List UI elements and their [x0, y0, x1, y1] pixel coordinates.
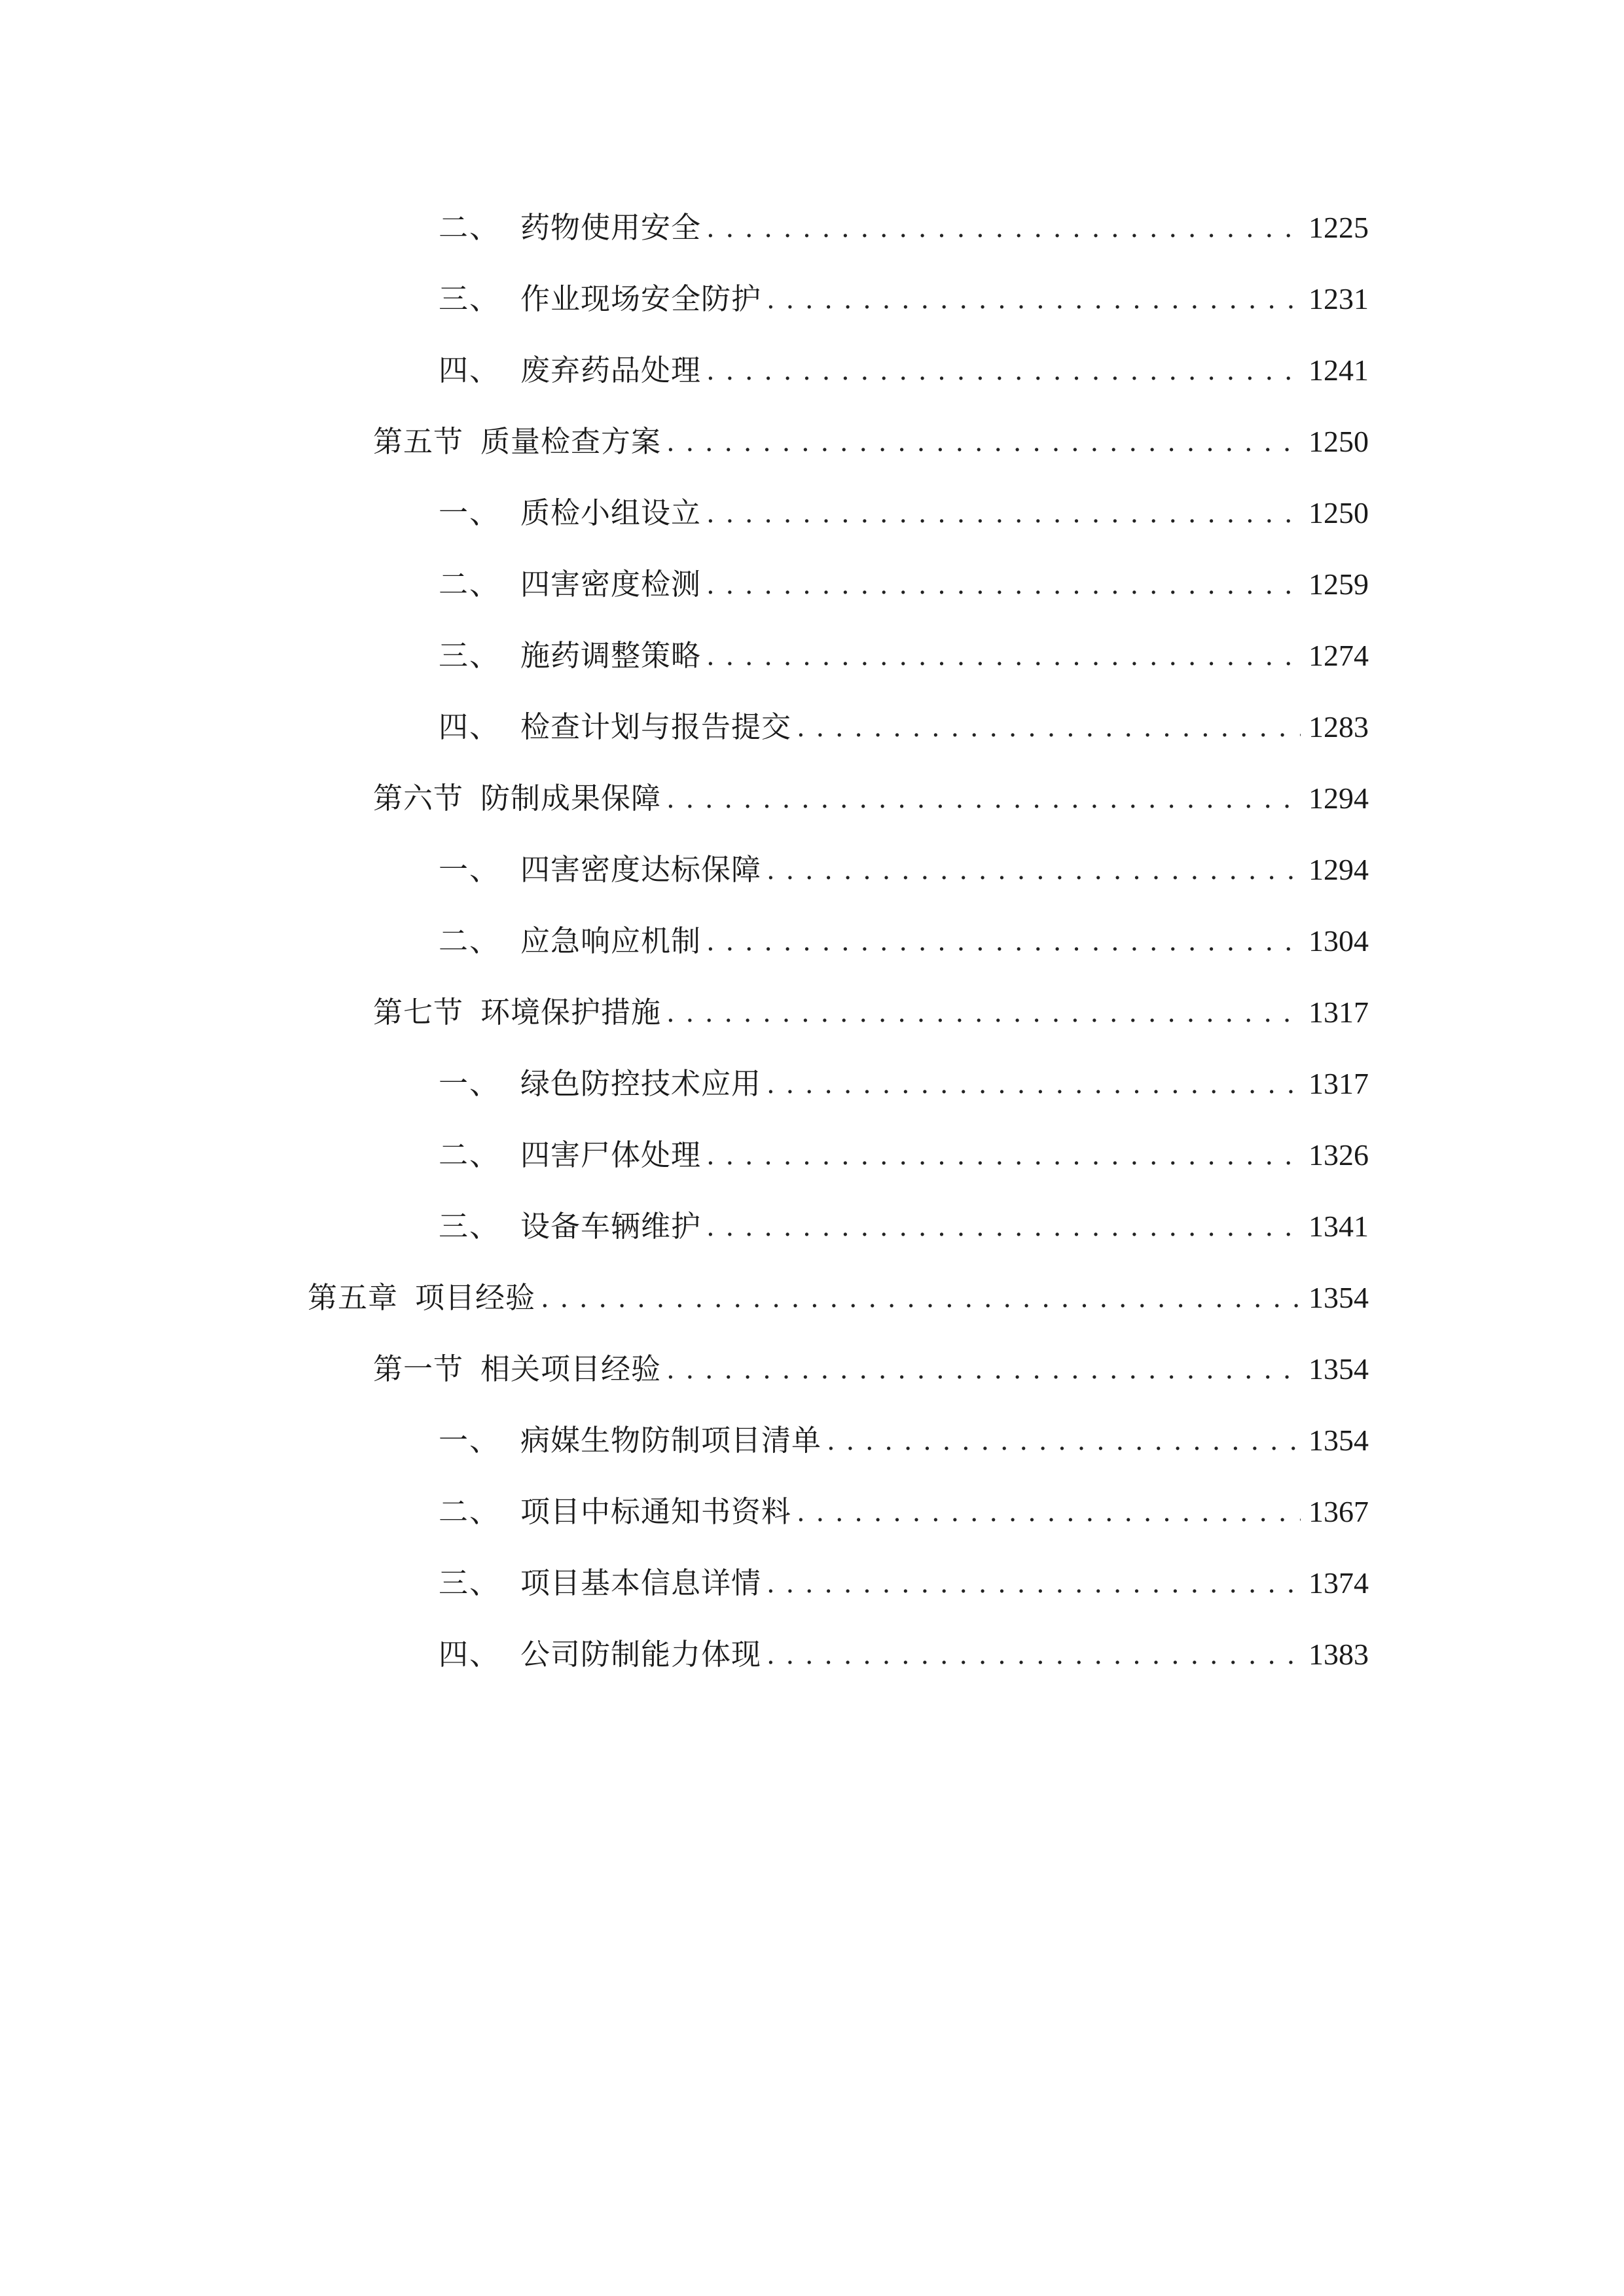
entry-title: 应急响应机制	[520, 924, 702, 958]
toc-entry[interactable]	[439, 1564, 1369, 1603]
dot-leader	[706, 493, 1301, 533]
entry-page-number: 1241	[1308, 353, 1369, 387]
entry-title: 设备车辆维护	[520, 1209, 702, 1244]
entry-title: 绿色防控技术应用	[520, 1066, 762, 1101]
entry-number: 四、	[439, 353, 501, 387]
entry-number: 一、	[439, 495, 501, 530]
entry-number: 第七节	[373, 995, 464, 1030]
entry-title: 四害密度达标保障	[520, 852, 762, 887]
entry-page-number: 1317	[1308, 1067, 1369, 1100]
dot-leader	[706, 351, 1301, 390]
entry-page-number: 1383	[1308, 1638, 1369, 1671]
entry-number: 第五章	[308, 1280, 399, 1315]
entry-number: 二、	[439, 567, 501, 601]
entry-page-number: 1225	[1308, 211, 1369, 244]
dot-leader	[666, 1350, 1301, 1389]
entry-page-number: 1354	[1308, 1352, 1369, 1386]
entry-number: 一、	[439, 852, 501, 887]
dot-leader	[767, 1564, 1301, 1603]
entry-page-number: 1374	[1308, 1566, 1369, 1600]
dot-leader	[541, 1278, 1301, 1318]
entry-title: 项目中标通知书资料	[520, 1494, 792, 1529]
toc-entry[interactable]	[373, 1350, 1369, 1389]
entry-title: 四害密度检测	[520, 567, 702, 601]
entry-title: 施药调整策略	[520, 638, 702, 673]
entry-page-number: 1274	[1308, 639, 1369, 672]
toc-entry[interactable]	[439, 208, 1369, 247]
entry-number: 第一节	[373, 1352, 464, 1386]
entry-title: 作业现场安全防护	[520, 281, 762, 316]
toc-entry[interactable]	[439, 708, 1369, 747]
dot-leader	[797, 708, 1301, 747]
toc-entry[interactable]	[373, 422, 1369, 461]
dot-leader	[767, 279, 1301, 319]
entry-page-number: 1231	[1308, 282, 1369, 315]
toc-entry[interactable]	[308, 1278, 1369, 1318]
dot-leader	[666, 779, 1301, 818]
entry-title: 废弃药品处理	[520, 353, 702, 387]
toc-entry[interactable]	[439, 1064, 1369, 1103]
dot-leader	[827, 1421, 1301, 1460]
dot-leader	[797, 1492, 1301, 1532]
toc-entry[interactable]	[439, 1635, 1369, 1674]
dot-leader	[666, 993, 1301, 1032]
entry-page-number: 1367	[1308, 1495, 1369, 1528]
dot-leader	[767, 1064, 1301, 1103]
entry-page-number: 1341	[1308, 1210, 1369, 1243]
entry-title: 药物使用安全	[520, 210, 702, 245]
entry-title: 项目经验	[415, 1280, 536, 1315]
entry-title: 防制成果保障	[480, 781, 662, 816]
entry-page-number: 1304	[1308, 924, 1369, 958]
entry-page-number: 1259	[1308, 567, 1369, 601]
entry-page-number: 1326	[1308, 1138, 1369, 1172]
toc-entry[interactable]	[439, 1136, 1369, 1175]
entry-number: 二、	[439, 1494, 501, 1529]
dot-leader	[706, 565, 1301, 604]
entry-title: 相关项目经验	[480, 1352, 662, 1386]
toc-entry[interactable]	[439, 1492, 1369, 1532]
dot-leader	[706, 208, 1301, 247]
entry-number: 二、	[439, 924, 501, 958]
entry-number: 第五节	[373, 424, 464, 459]
toc-entry[interactable]	[439, 850, 1369, 889]
entry-page-number: 1294	[1308, 853, 1369, 886]
entry-page-number: 1317	[1308, 996, 1369, 1029]
entry-page-number: 1294	[1308, 781, 1369, 815]
dot-leader	[706, 1136, 1301, 1175]
entry-number: 二、	[439, 1138, 501, 1172]
toc-entry[interactable]	[439, 636, 1369, 675]
entry-number: 三、	[439, 1566, 501, 1600]
toc-entry[interactable]	[439, 351, 1369, 390]
dot-leader	[706, 1207, 1301, 1246]
entry-number: 三、	[439, 638, 501, 673]
toc-entry[interactable]	[439, 1207, 1369, 1246]
entry-number: 三、	[439, 281, 501, 316]
dot-leader	[666, 422, 1301, 461]
toc-entry[interactable]	[439, 493, 1369, 533]
toc-entry[interactable]	[373, 993, 1369, 1032]
toc-entry[interactable]	[373, 779, 1369, 818]
entry-number: 第六节	[373, 781, 464, 816]
entry-title: 质量检查方案	[480, 424, 662, 459]
entry-title: 四害尸体处理	[520, 1138, 702, 1172]
toc-entry[interactable]	[439, 565, 1369, 604]
entry-number: 一、	[439, 1423, 501, 1458]
toc-entry[interactable]	[439, 1421, 1369, 1460]
dot-leader	[767, 850, 1301, 889]
entry-page-number: 1354	[1308, 1281, 1369, 1314]
entry-page-number: 1250	[1308, 496, 1369, 529]
entry-number: 四、	[439, 709, 501, 744]
entry-number: 二、	[439, 210, 501, 245]
entry-title: 病媒生物防制项目清单	[520, 1423, 822, 1458]
toc-entry[interactable]	[439, 922, 1369, 961]
toc-entry[interactable]	[439, 279, 1369, 319]
entry-page-number: 1354	[1308, 1424, 1369, 1457]
entry-title: 环境保护措施	[480, 995, 662, 1030]
entry-title: 项目基本信息详情	[520, 1566, 762, 1600]
entry-title: 质检小组设立	[520, 495, 702, 530]
entry-page-number: 1283	[1308, 710, 1369, 744]
entry-page-number: 1250	[1308, 425, 1369, 458]
entry-number: 四、	[439, 1637, 501, 1672]
dot-leader	[706, 922, 1301, 961]
dot-leader	[706, 636, 1301, 675]
entry-number: 一、	[439, 1066, 501, 1101]
entry-title: 公司防制能力体现	[520, 1637, 762, 1672]
entry-title: 检查计划与报告提交	[520, 709, 792, 744]
dot-leader	[767, 1635, 1301, 1674]
entry-number: 三、	[439, 1209, 501, 1244]
